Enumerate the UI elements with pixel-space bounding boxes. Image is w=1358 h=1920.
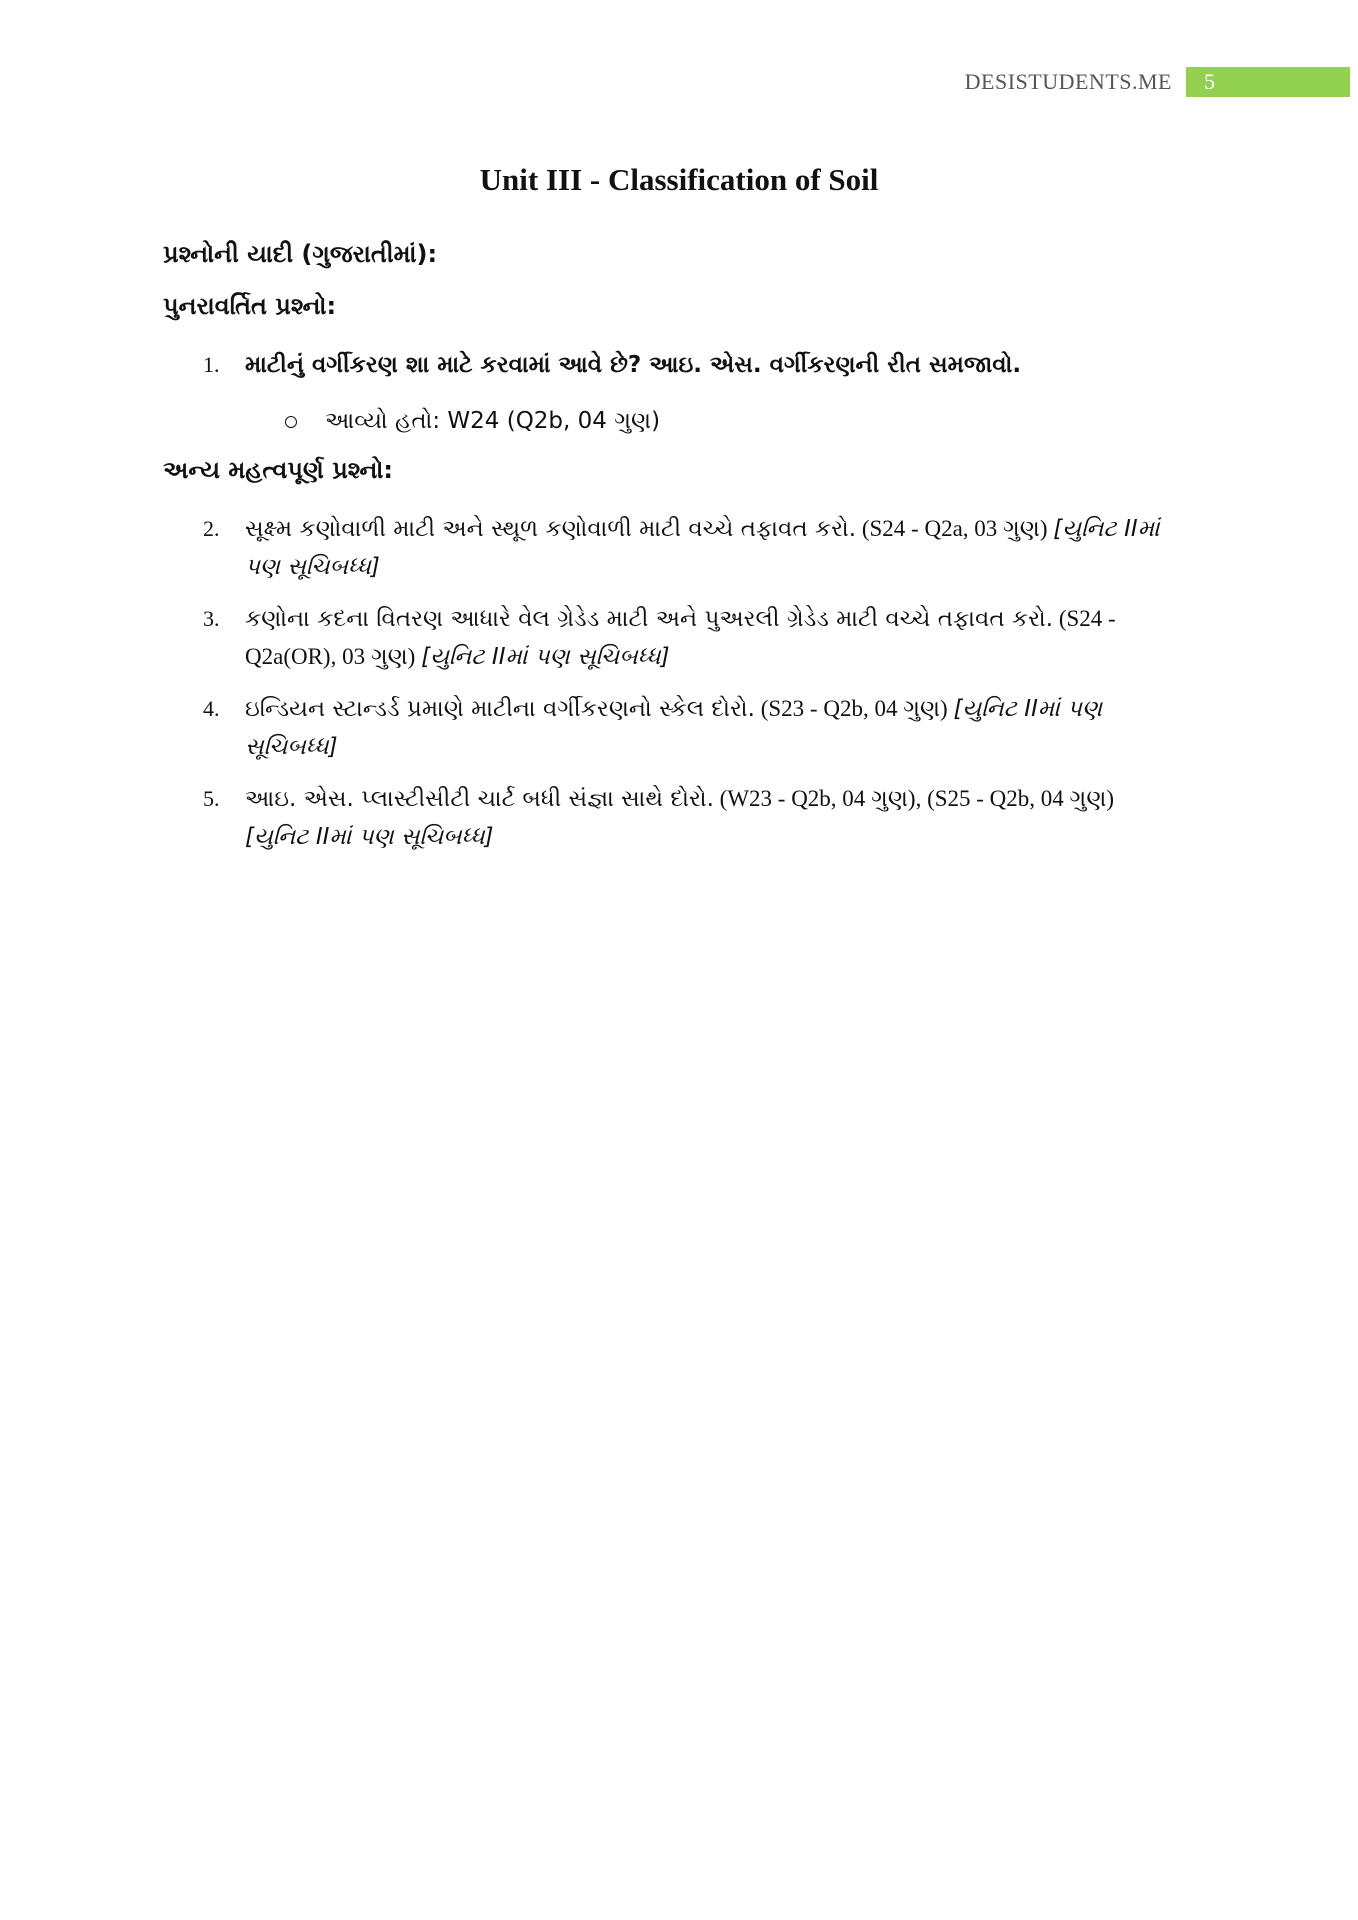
item-ref: (S24 - Q2a(OR), 03 ગુણ) [245,606,1116,669]
list-item [203,690,1173,766]
item-text: સૂક્ષ્મ કણોવાળી માટી અને સ્થૂળ કણોવાળી માટી વચ્ચે તફાવત કરો. [245,516,857,542]
item-ref: (S24 - Q2a, 03 ગુણ) [856,516,1054,541]
list-item [203,346,1173,384]
item-ref: (W23 - Q2b, 04 ગુણ), (S25 - Q2b, 04 ગુણ) [713,786,1115,811]
item-text: કણોના કદના વિતરણ આધારે વેલ ગ્રેડેડ માટી અને પુઅરલી ગ્રેડેડ માટી વચ્ચે તફાવત કરો. [245,606,1054,632]
asked-in-line [285,402,660,440]
item-text: ઇન્ડિયન સ્ટાન્ડર્ડ પ્રમાણે માટીના વર્ગીકરણનો સ્કેલ દોરો. [245,696,755,722]
item-body [245,600,1173,676]
other-questions-heading: અન્ય મહત્વપૂર્ણ પ્રશ્નો: [163,456,393,484]
item-note: [યુનિટ IIમાં પણ સૂચિબધ્ધ] [245,516,1160,580]
list-item [203,780,1173,856]
item-number: 1. [203,352,220,377]
item-text: માટીનું વર્ગીકરણ શા માટે કરવામાં આવે છે? આઇ. એસ. વર્ગીકરણની રીત સમજાવો. [245,352,1022,378]
site-name: DESISTUDENTS.ME [964,69,1172,94]
item-ref: (S23 - Q2b, 04 ગુણ) [754,696,954,721]
item-number: 3. [203,606,220,631]
item-body [245,690,1173,766]
item-note: [યુનિટ IIમાં પણ સૂચિબધ્ધ] [245,824,494,850]
item-note: [યુનિટ IIમાં પણ સૂચિબધ્ધ] [421,644,670,670]
item-number: 4. [203,696,220,721]
item-number: 5. [203,786,220,811]
item-body [245,780,1173,856]
question-list-heading: પ્રશ્નોની યાદી (ગુજરાતીમાં): [163,240,438,268]
bullet-icon [285,416,297,428]
item-number: 2. [203,516,220,541]
list-item [203,510,1173,586]
repeated-questions-heading: પુનરાવર્તિત પ્રશ્નો: [163,292,337,320]
list-item [203,600,1173,676]
asked-text: આવ્યો હતો: W24 (Q2b, 04 ગુણ) [325,408,661,434]
item-body [245,510,1173,586]
page-title: Unit III - Classification of Soil [479,162,879,197]
item-note: [યુનિટ IIમાં પણ સૂચિબધ્ધ] [245,696,1103,760]
page-number: 5 [1186,67,1350,97]
item-text: આઇ. એસ. પ્લાસ્ટીસીટી ચાર્ટ બધી સંજ્ઞા સાથે દોરો. [245,786,714,812]
page-header [965,67,1358,97]
